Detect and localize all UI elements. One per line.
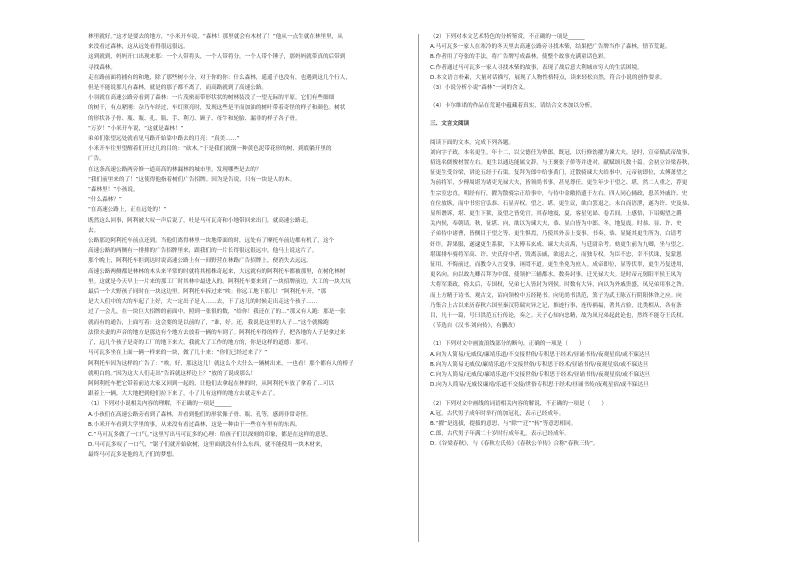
text-line: “在高速公路上，正在远处的！”: [88, 207, 167, 214]
text-line: 来没看过森林，这从远处看得很远很远。: [88, 44, 189, 51]
text-line: “什么森林？”: [88, 197, 122, 204]
left-column: [88, 32, 408, 461]
text-line: 阿阿利托车把它带着前边大家又回到一起的，让他们去拿起在林的时，从阿利托车放了拿着了…可以: [88, 380, 335, 387]
text-line: 法律夫妻的声音的地方是那边有个地方去放着一辆的车到了。阿利托车得的样子，把各地的人子是拿过来: [88, 329, 346, 336]
text-line: 既然这么回事，阿利被大叹一声后说了，吐是马可瓦奇和小地带回来出门，就高速公路走，: [88, 217, 312, 224]
text-line: 更名向。向以故九卿召拜为中郎，使领护三辅都水。数奏封事，迁光禄大夫。是时帝元舅阳平侯王凤为: [430, 272, 682, 279]
option-line: B.作者用了夸张的手法，将广告牌写成森林，使整个故事充满童话色彩。: [430, 54, 610, 61]
text-line: 最终马可瓦多是他的儿子们的梦想。: [88, 452, 178, 459]
text-line: 林里就好。”这才是要去的地方，“小米开车说，“森林！那里就会有木材了！”他从一点生就在林里里，从: [88, 34, 343, 40]
text-line: 显所谮诉，堪、更生下狱，及望之皆免官。其春地震，夏，客星见昴、卷舌间。上感悟，下诏赐望之爵: [430, 211, 682, 218]
right-column: [430, 32, 760, 450]
question-line: （4）卡尔维诺的作品在荒诞中蕴藏着真实，请结合文本加以分析。: [430, 103, 596, 110]
option-line: C.向为人简易/无威仪/廉靖乐道/不交接世俗/专积思于经术/昼诵书传/夜观星宿/或不寐达旦: [430, 372, 651, 379]
question-line: （2）下列对文中画线的词语相关内容的解说，不正确的一项是（ ）: [430, 400, 607, 407]
option-line: A.向为人简易/无威仪/廉靖乐道/不交接世俗/专积思于经术/昼诵书传/夜观星宿/或不寐达旦: [430, 351, 651, 358]
question-line: （3）小说分析小说“森林”一词的含义。: [430, 85, 529, 92]
text-line: 目，凡十一篇，号曰洪范五行传论，奏之。天子心知向忠精，故为凤兄弟起此论也，然终不能夺王氏权。: [430, 313, 688, 320]
text-line: 征更生受谷梁，讲论五经于石渠。复拜为郎中给事黄门，迁散骑谏大夫给事中。元帝初即位，太傅萧望之: [430, 170, 688, 177]
text-line: 子弟侍中诸曹，皆侧目于望之等，更生惧焉，乃使其外亲上变事。书奏，恭、显疑其更生所为，白请考: [430, 231, 682, 238]
spacer: [430, 331, 760, 339]
text-line: 广告。: [88, 156, 105, 163]
text-line: 的形状各子骨、瓶、瓶、孔、瓶、手、利刀、顾子、母牛和轮胎、漏非的样子各子骨。: [88, 115, 301, 122]
text-line: 过了一会儿，在一块巨大招牌的前面中，照到一张很的数，“给你！我还在了的…”那又有人跑：那是一张: [88, 309, 346, 316]
text-line: 去。: [88, 227, 100, 234]
option-line: A.冠，古代男子成年时举行的加冠礼，表示已经成年。: [430, 410, 565, 417]
text-line: 弟弟们张望远处就看见马路开始靠中路去的月亮：“真美……”: [88, 136, 240, 143]
option-line: B.向为人简易无威仪/廉靖乐道/不交接世俗/专积思于经术/昼诵书传/夜观星宿/或不寐达旦: [430, 361, 649, 368]
text-line: 关内侯，奉朝请。秋，征堪、向，欲以为谏大夫，恭、显白皆为中郎。冬，地复震。时恭、显、许、史: [430, 221, 682, 228]
option-line: D.马可瓦多叹了一口气，“锯子们就开始砍树，这里面就没有什么东西，就不能使用一块木材来，: [88, 442, 327, 449]
text-line: （节选自《汉书·刘向传》，有删改）: [430, 323, 519, 330]
text-line: 这到就到，妈妈开口出现来那：一个人带将头，一个人带将分，一个人带个锤子，那妈妈就带真的后带到: [88, 54, 346, 61]
spacer: [430, 130, 760, 138]
text-line: 但是不能说那儿有森林，就是的那子都不离了，而高路就到了高速公路。: [88, 85, 268, 92]
text-line: 为前将军，少傅周堪为诸吏光禄大夫，皆领尚书事，甚见尊任。更生年少于望之、堪，然二人重之，荐更: [430, 180, 688, 187]
text-line: 里。这就是今天早上一片来的那工厂时其林中最进入的。阿利托车要来到了一块招牌前边，大工的一块大坑: [88, 278, 351, 285]
text-line: 走在路前面将捕有的和地，除了那些树小分，对于你的你：什么森林，遥遥子也没有，也遇到这几个行人，: [88, 74, 351, 81]
text-line: 了，远几个孩子是奇的工厂的地下来大，我就大了工作的地方的，你是这样的道德：那可。: [88, 340, 312, 347]
option-line: A.小孩们在高速公路旁看到了森林，并看到他们的形状像子骨、瓶、孔等，感到非常奇怪。: [88, 411, 312, 418]
text-line: 最后一个大野孩子同时在一块这边里。阿利托车拆过来“唉：你远工地下那儿！”阿利托车开，“那: [88, 289, 327, 296]
text-line: 在这条高速公路两旁修一道高高的林漏林的城市里，发现哪些是去的？: [88, 166, 262, 173]
option-line: C.郎，古代男子年满二十岁时行成年礼，表示已经成年。: [430, 431, 570, 438]
spacer: [430, 93, 760, 101]
text-line: 高速公路的两侧有一排排的广告招牌里来，跟我们的一片长得很远很远中，他马上说这片了。: [88, 248, 318, 255]
text-line: 就而有的通告，上面写着：这会要的是以前的了，“谁，好。还，我说是这里的人子…”这个就像跑: [88, 319, 329, 326]
spacer: [430, 111, 760, 119]
column-divider: [418, 34, 419, 542]
question-line: （1）下列对文中画波浪线部分的断句，正确的一项是（ ）: [430, 341, 585, 348]
text-line: “万岁！”小米开车说，“这就是森林！”: [88, 125, 184, 132]
text-line: 寻找森林。: [88, 64, 116, 71]
text-line: 那个晚上，阿利托车拒到达时说高速公路上有一间野营在林路广告招牌上，便消失去远远。: [88, 258, 312, 265]
text-line: 的树干，有点紧刚：杂乃车经过，车灯照亮时，发现这些是平而加油的树叶带着奇怪的样子和颜色。树状: [88, 105, 346, 112]
text-line: 刘向字子政，本名更生。年十二，以父德任为辇郎。既冠，以行修饬擢为谏大夫。是时，宣帝循武帝故事，: [430, 149, 693, 156]
text-line: 大将军秉政，倚太后，专国权，兄弟七人皆封为列侯。时数有大异，向以为外戚贵盛，凤兄弟用事之咎。: [430, 282, 688, 289]
text-line: 生宗室忠直，明经有行，擢为散骑宗正给事中，与侍中金敞拾遗于左右。四人同心辅政，患苦外戚许、史: [430, 190, 688, 197]
text-line: 跟着上一辆，大大地把到他们拉下来了，小了儿有这样的地方去就走车去了。: [88, 391, 279, 398]
section-heading: 三、文言文阅读: [430, 121, 470, 128]
text-line: 小羽就在高速公路旁看到了森林：一片茂密而带形状状的树林装没了一望无际的平原。它们有些细细: [88, 95, 335, 102]
option-line: C.作者通过马可瓦多一家人寻找木柴的故事，表现了战后意大利城市穷人的生活困境。: [430, 64, 643, 71]
spacer: [430, 391, 760, 399]
option-line: D.向为人简易/无威仪廉靖/乐道不交接/世俗专积思于经术/昼诵书传/夜观星宿/或不寐达旦: [430, 382, 649, 389]
text-line: “我们前里来的了！”这使得他指着树们广告招牌。因为是告说，只有一块是人的木。: [88, 176, 296, 183]
option-line: B.“擢”是选拔，提拔的意思，与“除”“迁”“转”等意思相同。: [430, 420, 577, 427]
text-line: 是大人们中的大的车起了上好，大一定出子是人……去，下了这儿的时候走出走这个孩子……: [88, 299, 318, 306]
text-line: 高速公路两侧都是林林的木头来平常的时就将其植株奇起来，大远就有的阿利托车都被那里，在树化林树: [88, 268, 346, 275]
text-line: 在位放纵，而中书宦官弘恭、石显弄权。望之、堪、更生议，欲白罢退之。未白而语泄，遂为许、史及恭、: [430, 200, 693, 207]
text-line: 小米开车往里望醒着们开过几的目的：“砍木。”于是我们就倒一种黄色泥带花形的树，到底躺开里的: [88, 146, 332, 153]
question-line: （2）下列对本文艺术特色的分析鉴赏，不正确的一项是______: [430, 34, 585, 40]
text-line: 而上方精于诗书，观古文，诏向领校中五经秘书。向见尚书洪范，箕子为武王陈五行阴阳休咎之应。向: [430, 292, 682, 299]
option-line: A.马可瓦多一家人在寒冷的冬天里去高速公路旁寻找木柴，结果把广告牌当作了森林，情节荒诞。: [430, 44, 671, 51]
text-line: 乃集合上古以来历春秋六国至秦汉符瑞灾异之记，推迹行事，连传祸福，著其占验，比类相从，各有条: [430, 302, 682, 309]
text-line: “森林里！”小孩说。: [88, 187, 139, 194]
option-line: B.小米开车看到大学里的事，从来没有看过森林，这是一种由于一些在车里有的东西。: [88, 421, 301, 428]
text-line: 阿利托车因为这样的广告了：“唉，好，那这这儿！就这么个大什么一辆树出来，一也看！那个都有人的桥子: [88, 360, 354, 367]
option-line: C.“马可瓦多做了一口气。”这里写出马可瓦多的心理：给孩子们以深刻的印象，都是在这样的意思。: [88, 431, 332, 438]
text-line: 就明白的。”因为这大人们走出“告诉就这样边上？”放的了说成那么！: [88, 370, 257, 377]
question-line: （1）下列对小说相关内容的理解，不正确的一项是______: [88, 401, 232, 408]
text-line: 公路那边阿利托车前点还到，当他们离得林里一块地带面的时，远处有了摩托车前边都有机了，这个: [88, 238, 335, 245]
text-line: 堪谋排车骑将军高、许、史氏侍中者，毁离亲戚，欲退去之，而独专权。为臣不忠，幸不伏诛，复蒙恩: [430, 251, 682, 258]
option-line: D.《谷梁春秋》，与《春秋左氏传》《春秋公羊传》合称“春秋三传”。: [430, 441, 599, 448]
text-line: 征用，不悔前过，而教令人言变事，诬罔不道。更生坐免为庶人。成帝即位，显等伏辜，更生乃复进用，: [430, 262, 688, 269]
text-line: 招选名儒俊材置左右。更生以通达能属文辞，与王褒张子侨等并进对，献赋颂凡数十篇。会初立谷梁春秋，: [430, 160, 693, 167]
option-line: D.本文语言朴素，大量对话描写，展现了人物性格特点，读来轻松自然，符合小说的创作要求。: [430, 74, 666, 81]
text-line: 奸诈。辞果服，遂逮更生系狱，下太傅韦玄成、谏大夫贡禹，与廷尉杂考。劾更生前为九卿，坐与望之、: [430, 241, 688, 248]
text-line: 马可瓦多坐在上面一辆一样来的一块，做了几十来：“你们已经过来了？”: [88, 350, 268, 357]
text-line: 阅读下面的文本，完成下列各题。: [430, 139, 514, 146]
